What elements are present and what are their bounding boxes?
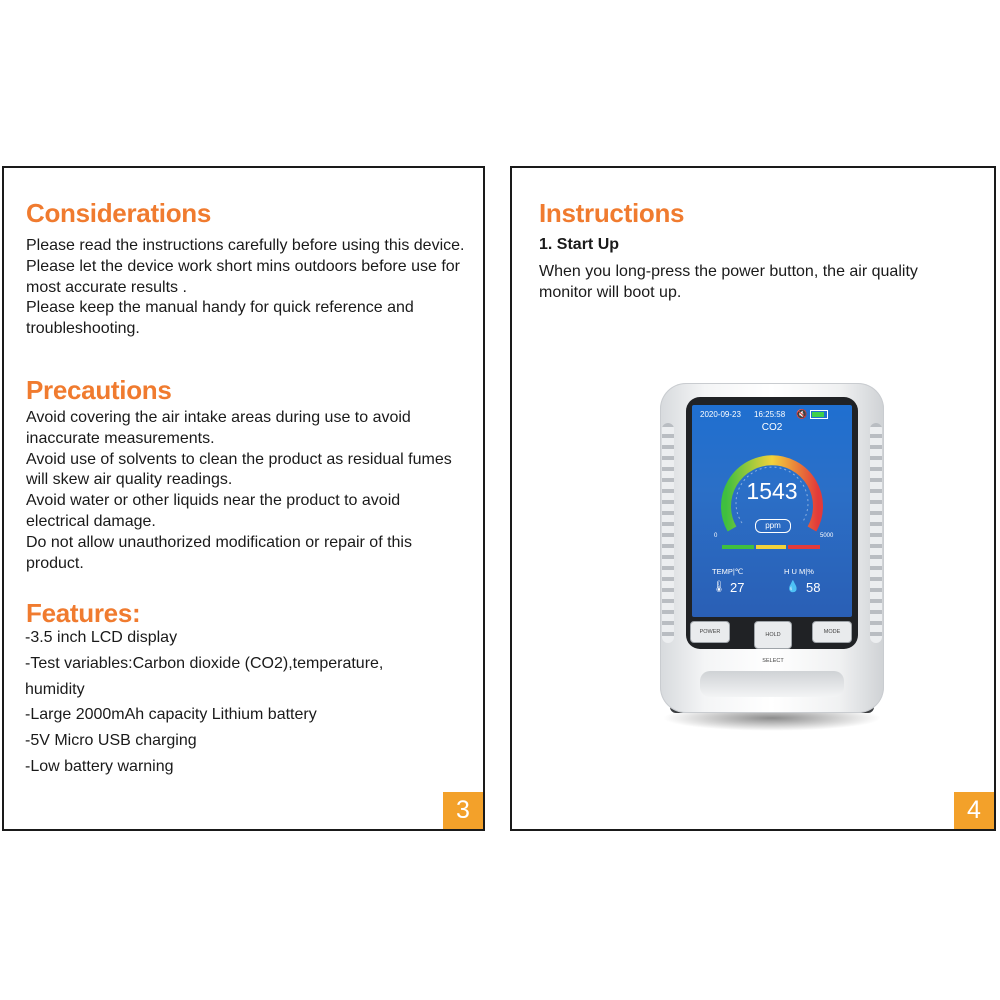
level-bar-good xyxy=(722,545,754,549)
page-number: 4 xyxy=(954,792,994,829)
device-screen xyxy=(692,405,852,617)
step-title: 1. Start Up xyxy=(539,236,620,253)
temp-value: 27 xyxy=(730,580,745,595)
air-quality-monitor-image xyxy=(652,383,892,743)
considerations-line: Please keep the manual handy for quick reference and troubleshooting. xyxy=(26,299,414,338)
step-text: When you long-press the power button, the air quality monitor will boot up. xyxy=(539,263,918,301)
instructions-heading: Instructions xyxy=(539,198,685,228)
screen-date: 2020-09-23 xyxy=(700,410,741,419)
scale-max: 5000 xyxy=(820,533,834,539)
thermometer-icon: 🌡 xyxy=(712,581,726,593)
precautions-line: Avoid water or other liquids near the product to avoid electrical damage. xyxy=(26,492,401,530)
battery-icon xyxy=(810,410,828,419)
precautions-line: Avoid covering the air intake areas during use to avoid inaccurate measurements. xyxy=(26,409,411,447)
side-grip xyxy=(870,423,882,643)
scale-min: 0 xyxy=(714,533,718,539)
feature-item: -5V Micro USB charging xyxy=(25,732,197,750)
screen-title: CO2 xyxy=(761,422,783,433)
precautions-heading: Precautions xyxy=(26,375,172,405)
feature-item: -3.5 inch LCD display xyxy=(25,629,178,646)
considerations-line: Please read the instructions carefully before using this device. xyxy=(26,237,465,254)
manual-page-3 xyxy=(2,166,485,831)
device-chin xyxy=(700,671,844,697)
features-heading: Features: xyxy=(26,598,141,628)
precautions-line: Avoid use of solvents to clean the product as residual fumes will skew air quality readings. xyxy=(26,450,452,489)
side-grip xyxy=(662,423,674,643)
device-body xyxy=(660,383,884,713)
hold-select-button: HOLD SELECT xyxy=(754,621,792,649)
feature-item: -Test variables:Carbon dioxide (CO2),temperature, humidity xyxy=(25,654,384,698)
level-bar-mid xyxy=(756,545,786,549)
co2-reading: 1543 xyxy=(746,478,798,504)
humidity-label: H U M|% xyxy=(784,567,814,576)
considerations-text xyxy=(26,236,466,340)
speaker-muted-icon: 🔇 xyxy=(796,409,808,419)
temp-label: TEMP|℃ xyxy=(712,567,744,576)
considerations-heading: Considerations xyxy=(26,198,212,228)
co2-unit: ppm xyxy=(755,519,791,533)
feature-item: -Large 2000mAh capacity Lithium battery xyxy=(25,706,317,724)
manual-page-4 xyxy=(510,166,996,831)
water-drop-icon: 💧 xyxy=(786,581,800,593)
screen-time: 16:25:58 xyxy=(754,410,786,419)
level-bar-bad xyxy=(788,545,820,549)
precautions-text xyxy=(26,408,466,574)
power-button: POWER xyxy=(690,621,730,643)
feature-item: -Low battery warning xyxy=(25,757,174,775)
mode-button: MODE xyxy=(812,621,852,643)
precautions-line: Do not allow unauthorized modification or repair of this product. xyxy=(26,533,412,572)
humidity-value: 58 xyxy=(806,580,821,595)
considerations-line: Please let the device work short mins outdoors before use for most accurate results . xyxy=(26,257,460,296)
page-number: 3 xyxy=(443,792,483,829)
features-list xyxy=(25,625,465,780)
